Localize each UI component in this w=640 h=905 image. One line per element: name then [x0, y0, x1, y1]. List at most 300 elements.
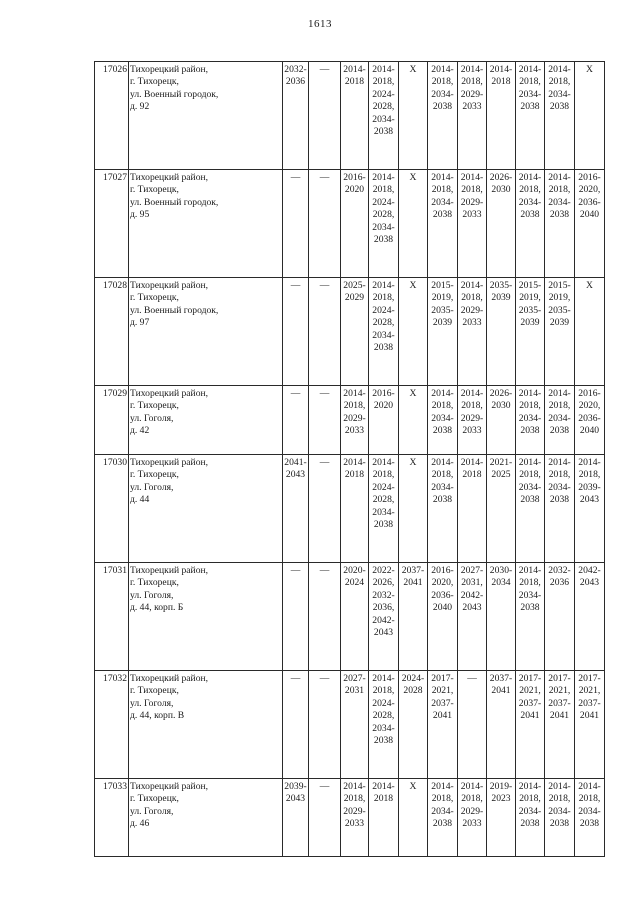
period-value: 2018, [431, 400, 454, 412]
period-value: 2037- [578, 697, 601, 709]
period-value: 2041 [579, 710, 600, 722]
period-value: 2034- [548, 88, 571, 100]
period-cell [428, 563, 458, 671]
period-value: 2016- [343, 172, 366, 183]
address-line: ул. Гоголя, [130, 481, 174, 493]
period-value: 2039 [520, 317, 540, 329]
period-value: — [290, 565, 301, 576]
period-cell [283, 386, 309, 455]
period-cell [399, 170, 428, 278]
period-cell [545, 170, 575, 278]
period-cell [309, 779, 341, 857]
period-value: 2014- [431, 388, 454, 399]
period-cell [309, 455, 341, 563]
period-value: 2034- [431, 412, 454, 424]
period-value: 2038 [520, 602, 540, 614]
period-cell [399, 386, 428, 455]
period-value: 2018, [372, 76, 395, 88]
period-value: 2021, [431, 685, 454, 697]
period-value: 2018, [461, 76, 483, 88]
period-value: 2025- [343, 280, 366, 291]
period-value: 2018, [431, 76, 454, 88]
period-value: 2026- [489, 388, 513, 399]
period-cell [283, 170, 309, 278]
period-value: 2037- [548, 697, 571, 709]
row-number-cell: 17033 [95, 779, 129, 857]
period-cell [309, 386, 341, 455]
period-value: 2018, [519, 76, 541, 88]
period-value: 2014- [548, 457, 571, 468]
period-value: 2043 [285, 793, 306, 805]
period-value: 2026- [489, 172, 513, 183]
period-value: 2037- [489, 673, 513, 684]
period-value: 2018 [491, 76, 511, 88]
period-value: 2033 [344, 425, 365, 437]
period-value: 2038 [549, 209, 570, 221]
period-value: 2040 [432, 602, 453, 614]
period-value: 2034- [372, 506, 395, 518]
period-value: 2029- [343, 805, 366, 817]
period-value: 2031 [344, 685, 365, 697]
period-cell [487, 386, 516, 455]
period-value: 2014- [548, 781, 571, 792]
address-cell [129, 170, 283, 278]
period-value: 2029- [460, 304, 484, 316]
period-value: 2017- [548, 673, 571, 684]
period-value: 2034- [518, 805, 542, 817]
period-value: 2035- [518, 304, 542, 316]
period-value: 2019- [489, 781, 513, 792]
period-value: — [290, 172, 301, 183]
period-cell [458, 455, 487, 563]
period-value: 2018, [578, 469, 601, 481]
period-cell [283, 278, 309, 386]
period-value: 2041 [403, 577, 423, 589]
address-line: ул. Гоголя, [130, 697, 174, 709]
period-value: 2038 [520, 101, 540, 113]
period-value: 2029 [344, 292, 365, 304]
period-value: 2041 [491, 685, 511, 697]
period-value: 2034- [372, 722, 395, 734]
period-value: 2034- [548, 481, 571, 493]
period-cell [487, 671, 516, 779]
period-value: 2034- [372, 329, 395, 341]
period-value: 2038 [549, 818, 570, 830]
address-cell [129, 455, 283, 563]
period-value: 2014- [431, 457, 454, 468]
period-cell [487, 455, 516, 563]
address-line: г. Тихорецк, [130, 76, 179, 88]
address-line: д. 44, корп. В [130, 710, 185, 722]
period-cell [545, 386, 575, 455]
address-line: ул. Военный городок, [130, 88, 219, 100]
period-value: X [409, 172, 417, 183]
period-cell [575, 278, 605, 386]
row-number-cell: 17030 [95, 455, 129, 563]
period-value: 2039 [549, 317, 570, 329]
period-cell [399, 671, 428, 779]
period-value: 2034- [548, 412, 571, 424]
period-value: 2033 [462, 317, 482, 329]
period-value: 2020- [343, 565, 366, 576]
period-value: 2024- [372, 304, 395, 316]
period-value: 2038 [520, 818, 540, 830]
period-value: 2038 [520, 425, 540, 437]
period-value: 2027- [343, 673, 366, 684]
period-value: 2014- [372, 64, 395, 75]
period-value: 2018, [548, 400, 571, 412]
period-cell [399, 779, 428, 857]
period-cell [341, 170, 369, 278]
period-value: 2019, [548, 292, 571, 304]
table-row [95, 455, 605, 563]
period-value: 2018 [373, 793, 394, 805]
address-line: д. 92 [130, 101, 150, 113]
period-value: 2017- [431, 673, 454, 684]
period-value: 2014- [518, 388, 542, 399]
period-value: 2038 [373, 234, 394, 246]
period-cell [341, 779, 369, 857]
period-value: 2014- [548, 388, 571, 399]
period-value: 2036- [578, 412, 601, 424]
period-value: 2034- [518, 412, 542, 424]
period-cell [283, 62, 309, 170]
period-value: 2019, [431, 292, 454, 304]
period-value: 2038 [432, 818, 453, 830]
row-number-cell: 17027 [95, 170, 129, 278]
address-line: Тихорецкий район, [130, 565, 209, 576]
period-value: 2024- [372, 88, 395, 100]
period-cell [399, 278, 428, 386]
address-line: д. 95 [130, 209, 150, 221]
period-value: 2041 [520, 710, 540, 722]
row-number-cell: 17032 [95, 671, 129, 779]
period-value: 2014- [548, 172, 571, 183]
address-line: ул. Гоголя, [130, 589, 174, 601]
period-value: 2014- [343, 388, 366, 399]
period-cell [369, 671, 399, 779]
period-cell [516, 779, 545, 857]
period-cell [516, 170, 545, 278]
address-cell [129, 62, 283, 170]
period-cell [428, 278, 458, 386]
period-value: 2029- [460, 805, 484, 817]
period-cell [487, 62, 516, 170]
period-value: 2014- [548, 64, 571, 75]
address-line: г. Тихорецк, [130, 793, 179, 805]
address-line: Тихорецкий район, [130, 280, 209, 291]
period-cell [487, 278, 516, 386]
period-value: 2028, [372, 317, 395, 329]
table-row [95, 671, 605, 779]
table-row [95, 386, 605, 455]
period-value: 2018, [372, 469, 395, 481]
period-value: — [319, 673, 330, 684]
period-value: 2033 [462, 101, 482, 113]
period-value: 2018, [372, 184, 395, 196]
address-line: д. 44 [130, 494, 150, 506]
period-value: 2042- [460, 589, 484, 601]
table-row [95, 278, 605, 386]
period-value: 2014- [460, 64, 484, 75]
period-value: 2039- [284, 781, 307, 792]
period-value: 2014- [431, 172, 454, 183]
period-value: 2014- [372, 457, 395, 468]
period-value: 2038 [520, 494, 540, 506]
period-cell [545, 455, 575, 563]
period-cell [283, 671, 309, 779]
period-value: X [409, 64, 417, 75]
period-value: 2014- [343, 64, 366, 75]
row-number-cell: 17028 [95, 278, 129, 386]
period-value: 2034- [431, 805, 454, 817]
period-value: 2029- [343, 412, 366, 424]
period-value: 2018, [519, 469, 541, 481]
period-value: 2014- [460, 457, 484, 468]
table-row [95, 779, 605, 857]
address-line: г. Тихорецк, [130, 469, 179, 481]
period-value: 2014- [372, 781, 395, 792]
period-value: 2038 [432, 101, 453, 113]
period-cell [283, 563, 309, 671]
period-cell [309, 62, 341, 170]
period-value: 2036, [372, 602, 395, 614]
address-line: д. 46 [130, 818, 150, 830]
period-value: — [319, 64, 330, 75]
period-value: 2040 [579, 209, 600, 221]
period-cell [516, 278, 545, 386]
page-number: 1613 [308, 18, 332, 30]
address-line: ул. Военный городок, [130, 196, 219, 208]
period-cell [283, 455, 309, 563]
period-cell [516, 455, 545, 563]
period-value: 2014- [518, 565, 542, 576]
period-value: X [586, 280, 593, 291]
period-cell [428, 170, 458, 278]
period-value: 2014- [518, 172, 542, 183]
period-cell [575, 62, 605, 170]
period-value: 2043 [285, 469, 306, 481]
period-value: 2038 [432, 494, 453, 506]
period-cell [545, 671, 575, 779]
period-value: 2026, [372, 577, 395, 589]
period-value: 2024- [372, 697, 395, 709]
period-cell [309, 671, 341, 779]
period-cell [545, 278, 575, 386]
period-value: 2018, [548, 469, 571, 481]
period-cell [458, 671, 487, 779]
period-value: 2024 [344, 577, 365, 589]
period-value: — [319, 388, 330, 399]
period-value: 2039 [432, 317, 453, 329]
period-value: X [409, 781, 417, 792]
period-value: — [319, 565, 330, 576]
period-cell [516, 671, 545, 779]
address-line: Тихорецкий район, [130, 64, 209, 75]
address-cell [129, 671, 283, 779]
period-value: — [290, 280, 301, 291]
period-value: — [290, 388, 301, 399]
period-cell [309, 278, 341, 386]
period-value: 2034- [578, 805, 601, 817]
period-value: X [586, 64, 593, 75]
period-value: 2018 [344, 76, 365, 88]
period-cell [369, 779, 399, 857]
period-value: 2036 [549, 577, 570, 589]
period-value: 2016- [431, 565, 454, 576]
period-value: 2015- [431, 280, 454, 291]
address-cell [129, 779, 283, 857]
period-cell [516, 386, 545, 455]
period-cell [309, 563, 341, 671]
period-value: 2035- [431, 304, 454, 316]
period-cell [487, 170, 516, 278]
period-value: 2037- [401, 565, 425, 576]
period-value: 2034- [431, 196, 454, 208]
period-value: 2014- [431, 64, 454, 75]
period-value: 2036- [578, 196, 601, 208]
period-value: 2041- [284, 457, 307, 468]
address-line: д. 42 [130, 425, 150, 437]
period-cell [575, 455, 605, 563]
table-row [95, 170, 605, 278]
period-value: 2014- [460, 388, 484, 399]
period-value: 2034- [372, 113, 395, 125]
period-value: 2016- [372, 388, 395, 399]
period-value: 2018, [548, 76, 571, 88]
period-value: 2015- [548, 280, 571, 291]
period-value: 2038 [520, 209, 540, 221]
period-value: 2018, [461, 292, 483, 304]
period-value: 2016- [578, 388, 601, 399]
address-line: г. Тихорецк, [130, 184, 179, 196]
period-value: 2038 [549, 494, 570, 506]
period-value: 2018, [548, 184, 571, 196]
period-value: 2034- [518, 589, 542, 601]
period-cell [369, 386, 399, 455]
table-row [95, 62, 605, 170]
period-value: 2018, [372, 685, 395, 697]
period-value: 2037- [431, 697, 454, 709]
period-value: 2034- [518, 88, 542, 100]
period-value: 2033 [462, 425, 482, 437]
period-cell [575, 779, 605, 857]
period-value: 2014- [372, 280, 395, 291]
period-cell [458, 170, 487, 278]
period-value: 2028, [372, 101, 395, 113]
period-value: 2022- [372, 565, 395, 576]
period-value: 2017- [578, 673, 601, 684]
period-value: 2014- [518, 781, 542, 792]
row-number-cell: 17029 [95, 386, 129, 455]
period-cell [516, 62, 545, 170]
address-line: д. 44, корп. Б [130, 602, 184, 614]
period-value: 2014- [343, 457, 366, 468]
period-value: 2034- [518, 481, 542, 493]
address-line: Тихорецкий район, [130, 388, 209, 399]
period-value: 2020, [578, 184, 601, 196]
period-value: — [290, 673, 301, 684]
period-value: 2014- [518, 64, 542, 75]
period-value: — [319, 457, 330, 468]
period-cell [575, 170, 605, 278]
period-value: 2038 [373, 519, 394, 531]
period-value: 2018 [344, 469, 365, 481]
period-value: 2014- [460, 781, 484, 792]
period-value: 2035- [548, 304, 571, 316]
period-value: 2024- [401, 673, 425, 684]
period-value: 2018, [548, 793, 571, 805]
period-value: 2014- [372, 172, 395, 183]
period-value: 2018 [462, 469, 482, 481]
period-cell [341, 563, 369, 671]
period-value: 2034- [548, 805, 571, 817]
period-cell [487, 779, 516, 857]
period-value: 2038 [373, 126, 394, 138]
period-value: 2014- [460, 172, 484, 183]
period-value: 2036- [431, 589, 454, 601]
address-cell [129, 278, 283, 386]
period-value: 2043 [373, 627, 394, 639]
period-value: 2018, [578, 793, 601, 805]
period-value: 2018, [519, 577, 541, 589]
period-value: 2036 [285, 76, 306, 88]
period-value: 2018, [343, 400, 366, 412]
period-value: 2032- [372, 589, 395, 601]
period-cell [399, 62, 428, 170]
period-value: 2020 [373, 400, 394, 412]
period-cell [428, 62, 458, 170]
repair-schedule-table [94, 61, 605, 857]
period-value: 2014- [518, 457, 542, 468]
period-value: 2042- [372, 614, 395, 626]
period-cell [399, 563, 428, 671]
period-value: 2040 [579, 425, 600, 437]
period-value: 2014- [578, 457, 601, 468]
period-value: 2021, [548, 685, 571, 697]
period-cell [428, 779, 458, 857]
period-value: 2033 [344, 818, 365, 830]
period-value: 2021, [578, 685, 601, 697]
period-value: X [409, 457, 417, 468]
period-cell [545, 62, 575, 170]
period-value: 2034- [431, 88, 454, 100]
row-number-cell: 17031 [95, 563, 129, 671]
address-line: д. 97 [130, 317, 150, 329]
period-value: 2018, [519, 184, 541, 196]
period-value: 2024- [372, 481, 395, 493]
period-cell [309, 170, 341, 278]
period-cell [369, 563, 399, 671]
period-cell [341, 671, 369, 779]
address-line: ул. Гоголя, [130, 805, 174, 817]
period-cell [545, 563, 575, 671]
period-value: 2023 [491, 793, 511, 805]
period-cell [369, 170, 399, 278]
period-value: 2032- [284, 64, 307, 75]
period-value: 2014- [431, 781, 454, 792]
period-cell [369, 62, 399, 170]
period-cell [341, 62, 369, 170]
period-value: 2014- [578, 781, 601, 792]
period-value: 2016- [578, 172, 601, 183]
period-cell [458, 278, 487, 386]
period-cell [341, 386, 369, 455]
address-line: г. Тихорецк, [130, 577, 179, 589]
period-value: 2024- [372, 196, 395, 208]
period-value: 2018, [431, 184, 454, 196]
period-cell [283, 779, 309, 857]
